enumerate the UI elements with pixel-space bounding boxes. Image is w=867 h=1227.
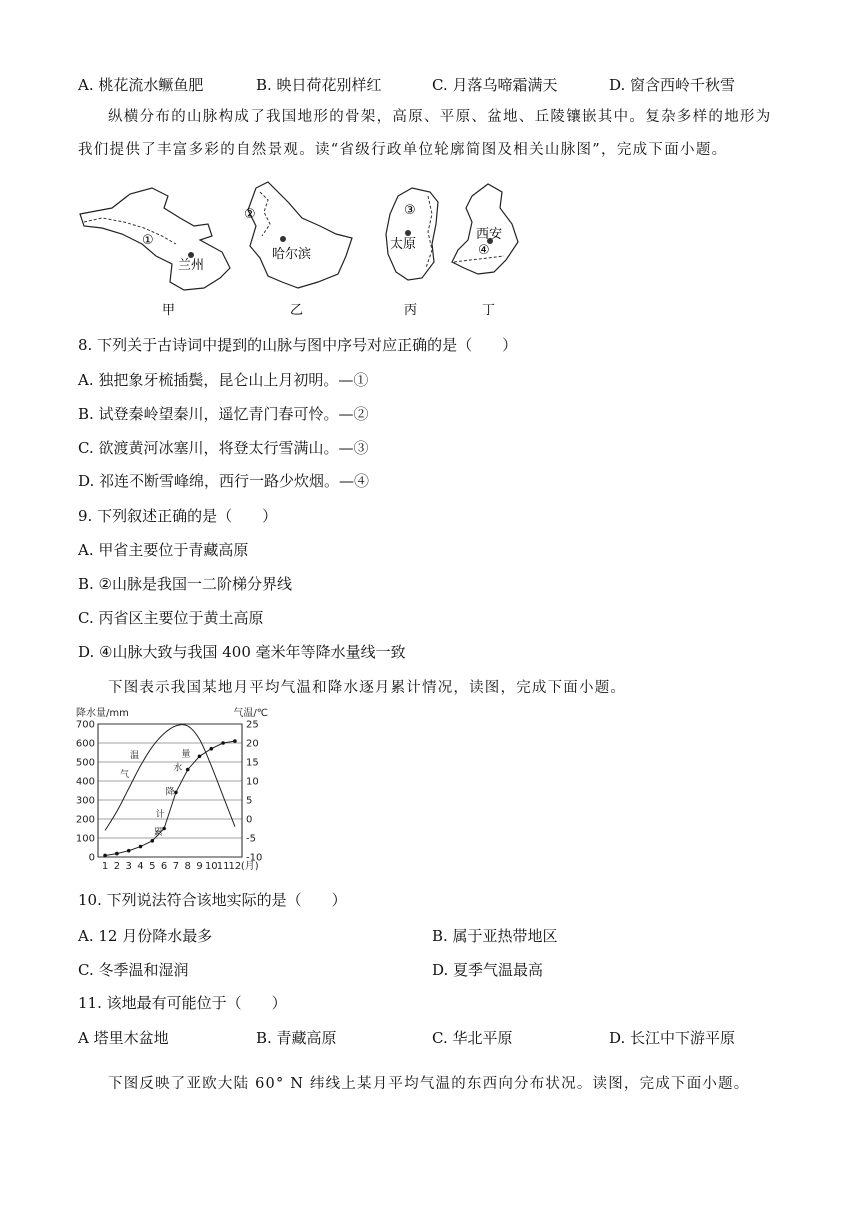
temp-curve-label: 气 — [120, 770, 130, 781]
q9-option-d: D. ④山脉大致与我国 400 毫米年等降水量线一致 — [78, 643, 406, 661]
q7-option-b: B. 映日荷花别样红 — [256, 76, 382, 94]
right-tick-label: 20 — [246, 738, 259, 750]
x-tick-label: 10 — [204, 861, 218, 872]
map-yi-marker: ② — [244, 207, 256, 222]
map-jia-marker: ① — [142, 233, 154, 248]
mountain-range-3 — [426, 196, 432, 268]
left-axis-title: 降水量/mm — [76, 708, 129, 719]
climate-chart — [74, 702, 270, 872]
precipitation-point — [210, 747, 214, 751]
right-tick-label: -5 — [246, 833, 256, 845]
map-ding-marker: ④ — [478, 243, 490, 258]
q10-option-d: D. 夏季气温最高 — [432, 961, 544, 979]
precip-curve-label: 累 — [153, 828, 163, 839]
x-tick-label: 7 — [172, 861, 180, 872]
right-tick-label: 15 — [246, 757, 259, 769]
q8-option-b: B. 试登秦岭望秦川，遥忆青门春可怜。—② — [78, 405, 369, 423]
left-tick-label: 100 — [75, 833, 95, 845]
q11-option-c: C. 华北平原 — [432, 1029, 513, 1047]
map-jia-caption: 甲 — [162, 303, 176, 318]
precipitation-point — [150, 839, 154, 843]
temp-curve-label: 温 — [130, 751, 140, 762]
city-dot-harbin — [280, 236, 286, 242]
right-tick-label: 25 — [246, 719, 259, 731]
q8-stem: 8. 下列关于古诗词中提到的山脉与图中序号对应正确的是（ ） — [78, 336, 518, 354]
precip-curve-label: 水 — [173, 763, 183, 774]
x-tick-label: 4 — [137, 861, 144, 872]
right-tick-label: -10 — [246, 852, 263, 864]
mountain-range-2 — [260, 192, 270, 236]
x-tick-label: 9 — [196, 861, 203, 872]
precipitation-point — [198, 755, 202, 759]
x-tick-label: 11 — [216, 861, 230, 872]
precipitation-point — [221, 741, 225, 745]
q10-option-a: A. 12 月份降水最多 — [78, 927, 213, 945]
right-tick-label: 10 — [246, 776, 259, 788]
precip-curve-label: 量 — [181, 749, 191, 760]
x-tick-label: 3 — [125, 861, 132, 872]
q10-option-b: B. 属于亚热带地区 — [432, 927, 558, 945]
q11-option-b: B. 青藏高原 — [256, 1029, 337, 1047]
q7-option-c: C. 月落乌啼霜满天 — [432, 76, 558, 94]
mountain-range-1 — [84, 218, 176, 244]
x-tick-label: 6 — [160, 861, 168, 872]
q10-option-c: C. 冬季温和湿润 — [78, 961, 189, 979]
q9-option-b: B. ②山脉是我国一二阶梯分界线 — [78, 575, 293, 593]
q8-option-c: C. 欲渡黄河冰塞川，将登太行雪满山。—③ — [78, 439, 369, 457]
q8-option-a: A. 独把象牙梳插鬓，昆仑山上月初明。—① — [78, 371, 369, 389]
precipitation-point — [186, 768, 190, 772]
intro-paragraph-latitude: 下图反映了亚欧大陆 60° N 纬线上某月平均气温的东西向分布状况。读图，完成下面小题。 — [108, 1076, 750, 1092]
precip-curve-label: 降 — [165, 787, 175, 798]
right-tick-label: 0 — [246, 814, 253, 826]
intro-paragraph-climate: 下图表示我国某地月平均气温和降水逐月累计情况，读图，完成下面小题。 — [108, 680, 627, 696]
map-bing-caption: 丙 — [404, 303, 418, 318]
precipitation-point — [115, 852, 119, 856]
precipitation-point — [103, 854, 107, 858]
precipitation-point — [174, 791, 178, 795]
q8-option-d: D. 祁连不断雪峰绵，西行一路少炊烟。—④ — [78, 472, 370, 490]
q9-stem: 9. 下列叙述正确的是（ ） — [78, 507, 278, 525]
city-dot-taiyuan — [405, 230, 411, 236]
q10-stem: 10. 下列说法符合该地实际的是（ ） — [78, 891, 347, 909]
left-tick-label: 200 — [75, 814, 95, 826]
x-unit-label: (月) — [240, 861, 259, 872]
map-bing-marker: ③ — [404, 203, 416, 218]
left-tick-label: 500 — [75, 757, 95, 769]
x-tick-label: 12 — [228, 861, 242, 872]
map-bing-outline — [386, 188, 438, 280]
map-bing-city: 太原 — [390, 237, 417, 252]
q11-stem: 11. 该地最有可能位于（ ） — [78, 994, 287, 1012]
left-tick-label: 0 — [88, 852, 95, 864]
left-tick-label: 400 — [75, 776, 95, 788]
province-outline-maps — [72, 178, 552, 324]
q9-option-c: C. 丙省区主要位于黄土高原 — [78, 609, 264, 627]
map-yi-outline — [248, 182, 352, 288]
x-tick-label: 2 — [113, 861, 121, 872]
map-yi-city: 哈尔滨 — [272, 247, 312, 262]
left-tick-label: 600 — [75, 738, 95, 750]
precipitation-point — [139, 845, 143, 849]
q7-option-d: D. 窗含西岭千秋雪 — [609, 76, 736, 94]
map-ding-city: 西安 — [476, 227, 503, 242]
x-tick-label: 8 — [184, 861, 191, 872]
q11-option-a: A 塔里木盆地 — [78, 1029, 169, 1047]
map-jia-outline — [80, 188, 230, 290]
map-jia-city: 兰州 — [178, 258, 205, 273]
map-yi-caption: 乙 — [290, 303, 304, 318]
x-tick-label: 5 — [149, 861, 156, 872]
right-axis-title: 气温/℃ — [233, 708, 268, 719]
q11-option-d: D. 长江中下游平原 — [609, 1029, 736, 1047]
right-tick-label: 5 — [246, 795, 253, 807]
precipitation-curve — [105, 741, 235, 855]
precipitation-point — [233, 739, 237, 743]
precip-curve-label: 计 — [155, 810, 165, 821]
left-tick-label: 300 — [75, 795, 95, 807]
map-ding-caption: 丁 — [482, 303, 496, 318]
intro-paragraph-mountains: 纵横分布的山脉构成了我国地形的骨架，高原、平原、盆地、丘陵镶嵌其中。复杂多样的地形为我们提供了丰富多彩的自然景观。读“省级行政单位轮廓简图及相关山脉图”，完成下面小题。 — [78, 109, 772, 158]
q7-option-a: A. 桃花流水鳜鱼肥 — [78, 76, 204, 94]
left-tick-label: 700 — [75, 719, 95, 731]
precipitation-point — [127, 849, 131, 853]
x-tick-label: 1 — [101, 861, 109, 872]
q9-option-a: A. 甲省主要位于青藏高原 — [78, 541, 249, 559]
precipitation-point — [162, 827, 166, 831]
